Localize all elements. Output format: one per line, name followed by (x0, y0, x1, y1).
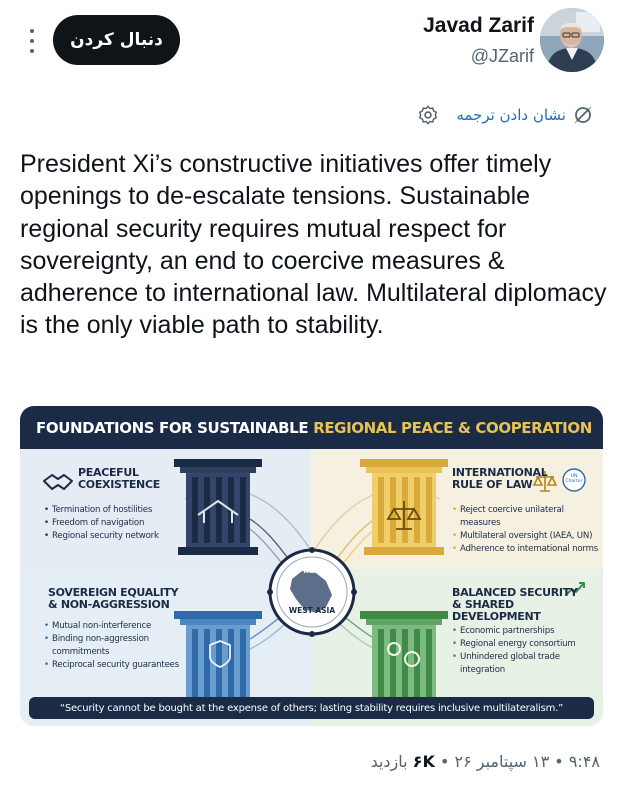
show-translation[interactable] (416, 100, 594, 130)
infographic-title (20, 406, 603, 449)
list-item: • Reject coercive unilateral measures (452, 504, 602, 530)
infographic-title-white: FOUNDATIONS FOR SUSTAINABLE (36, 418, 309, 437)
infographic-quote: “Security cannot be bought at the expense of others; lasting stability requires inclusive multilateralism.” (29, 697, 594, 719)
q2-list (452, 504, 602, 556)
tweet-date[interactable]: ۱۳ سپتامبر ۲۶ (454, 752, 550, 771)
list-item: • Regional security network (44, 530, 184, 543)
list-item: • Freedom of navigation (44, 517, 184, 530)
list-item: • Termination of hostilities (44, 504, 184, 517)
list-item: • Mutual non-interference (44, 620, 194, 633)
author-name[interactable]: Javad Zarif (423, 14, 534, 37)
infographic-title-gold: REGIONAL PEACE & COOPERATION (313, 418, 592, 437)
show-translation-link[interactable]: نشان دادن ترجمه (456, 106, 566, 124)
more-vertical-icon (30, 29, 34, 33)
follow-button[interactable]: دنبال کردن (53, 15, 180, 65)
views-count: ۶K (412, 752, 435, 771)
list-item: • Regional energy consortium (452, 638, 602, 651)
gear-icon[interactable] (416, 103, 440, 127)
list-item: • Multilateral oversight (IAEA, UN) (452, 530, 602, 543)
list-item: • Reciprocal security guarantees (44, 659, 194, 672)
list-item: • Binding non-aggression commitments (44, 633, 194, 659)
tweet-text: President Xi’s constructive initiatives offer timely openings to de-escalate tensions. Sustainable regional security requires mutual respect for sovereignty, an end to coercive measures & adherence to international law. Multilateral diplomacy is the only viable path to stability. (20, 150, 607, 340)
q4-title: BALANCED SECURITY & SHARED DEVELOPMENT (452, 586, 578, 623)
q3-title: SOVEREIGN EQUALITY & NON-AGGRESSION (48, 586, 179, 611)
author-handle[interactable]: @JZarif (470, 46, 534, 66)
more-options-button[interactable] (22, 26, 42, 56)
q1-title: PEACEFUL COEXISTENCE (78, 466, 160, 491)
list-item: • Unhindered global trade integration (452, 651, 602, 677)
list-item: • Economic partnerships (452, 625, 602, 638)
q1-list (44, 504, 184, 543)
tweet-time[interactable]: ۹:۴۸ (568, 752, 600, 771)
avatar-image (540, 8, 604, 72)
author-info[interactable] (423, 12, 534, 69)
views-label: بازدید (370, 752, 408, 771)
pillar-gold (360, 459, 448, 555)
q3-list (44, 620, 194, 672)
center-label-iran: IRAN (303, 567, 323, 575)
q4-list (452, 625, 602, 677)
tweet-meta: ۹:۴۸ • ۱۳ سپتامبر ۲۶ • ۶K بازدید (370, 752, 600, 771)
translate-off-icon (572, 104, 594, 126)
tweet-media-infographic[interactable] (20, 406, 603, 726)
center-label-west-asia: WEST ASIA (288, 606, 336, 615)
user-avatar[interactable] (540, 8, 604, 72)
pillar-navy (174, 459, 262, 555)
list-item: • Adherence to international norms (452, 543, 602, 556)
un-charter-text: UN Charter (565, 474, 583, 484)
q2-title: INTERNATIONAL RULE OF LAW (452, 466, 548, 491)
